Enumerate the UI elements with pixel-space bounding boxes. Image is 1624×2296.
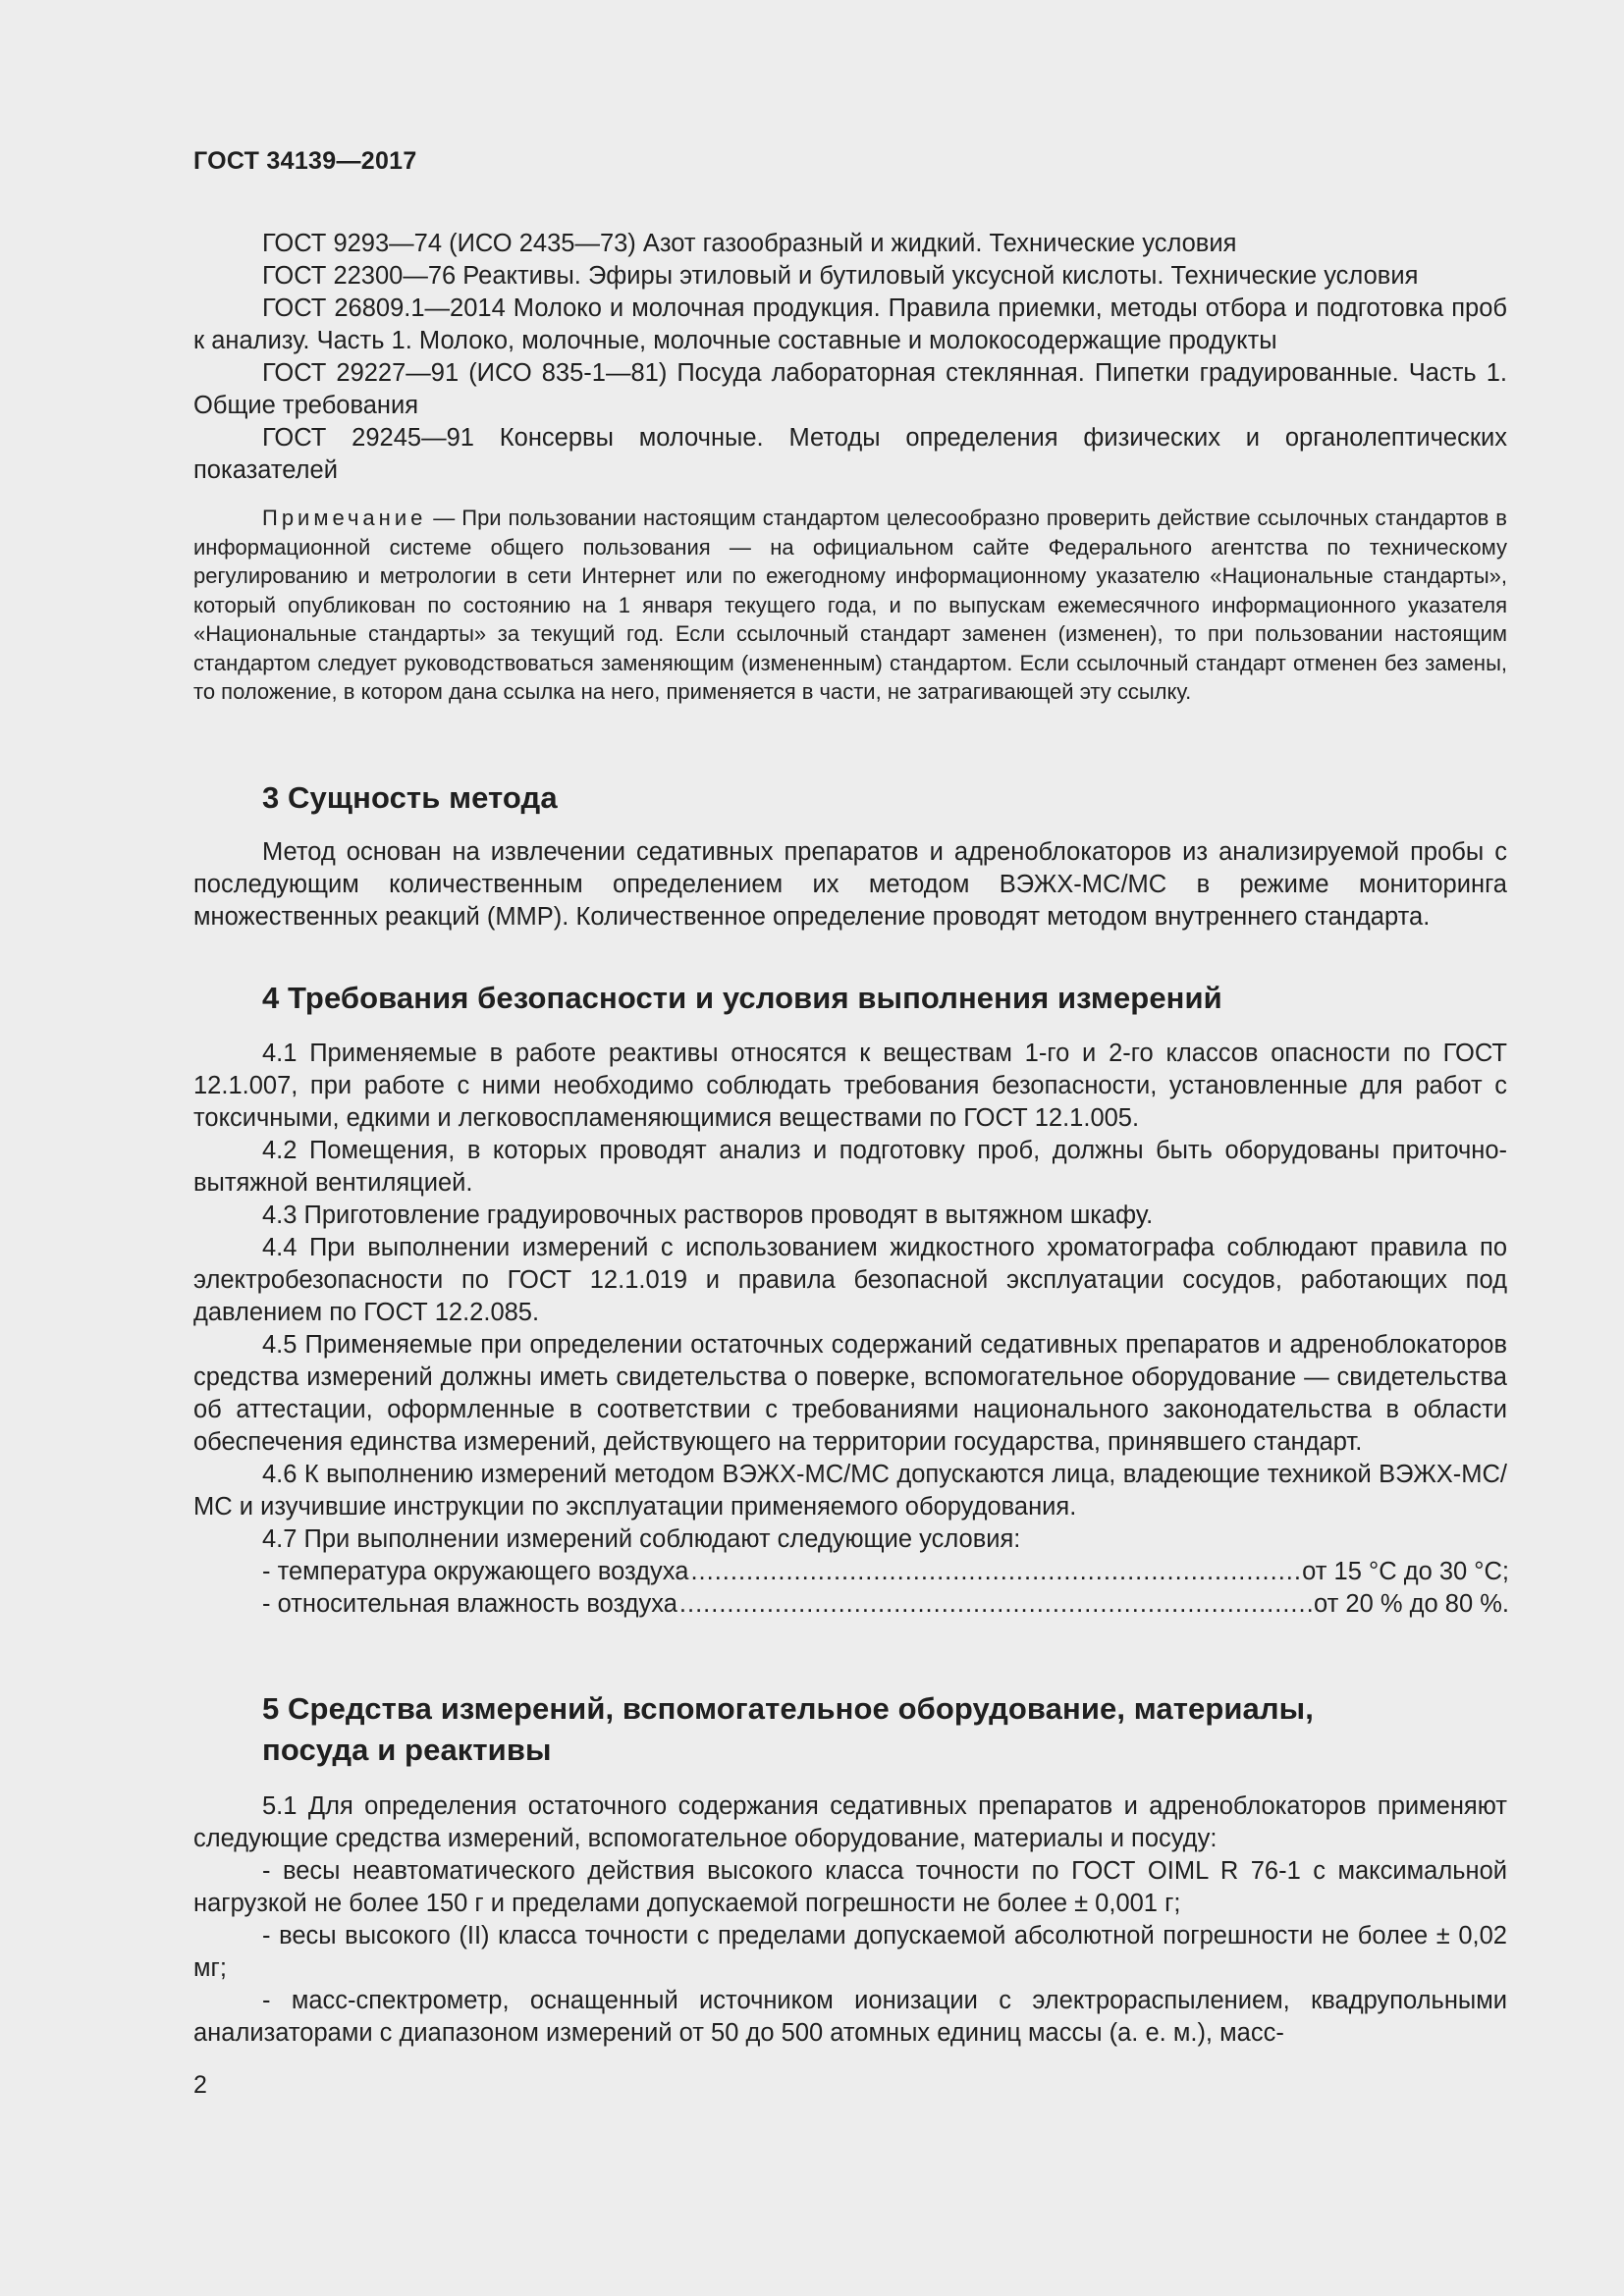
section-3-text: Метод основан на извлечении седативных препаратов и адреноблокаторов из анализируемой пробы с последующим количественным определением их методом ВЭЖХ-МС/МС в режиме мониторинга множественных реакций (ММР). Количественное определение проводят методом внутреннего стандарта. [193,838,1507,931]
condition-value: от 15 °С до 30 °С; [1302,1558,1509,1585]
paragraph-4-2: 4.2 Помещения, в которых проводят анализ и подготовку проб, должны быть оборудованы приточно-вытяжной вентиляцией. [193,1137,1507,1197]
note-block [193,504,1507,707]
document-header: ГОСТ 34139—2017 [193,147,417,175]
reference-item: ГОСТ 26809.1—2014 Молоко и молочная продукция. Правила приемки, методы отбора и подготовка проб к анализу. Часть 1. Молоко, молочные, молочные составные и молокосодержащие продукты [193,294,1507,354]
section-5-title-line2: посуда и реактивы [262,1733,552,1767]
section-3-title: 3 Сущность метода [262,780,558,815]
paragraph-4-3: 4.3 Приготовление градуировочных растворов проводят в вытяжном шкафу. [262,1201,1154,1229]
references-list [193,228,1507,487]
reference-item: ГОСТ 22300—76 Реактивы. Эфиры этиловый и бутиловый уксусной кислоты. Технические условия [262,262,1419,290]
list-item: - масс-спектрометр, оснащенный источником ионизации с электрораспылением, квадрупольными анализаторами с диапазоном измерений от 50 до 500 атомных единиц массы (а. е. м.), масс- [193,1987,1507,2047]
condition-label: - температура окружающего воздуха [262,1558,689,1585]
reference-item: ГОСТ 29245—91 Консервы молочные. Методы определения физических и органолептических показателей [193,424,1507,484]
dot-leader [679,1588,1312,1621]
reference-item: ГОСТ 29227—91 (ИСО 835-1—81) Посуда лабораторная стеклянная. Пипетки градуированные. Часть 1. Общие требования [193,359,1507,419]
page-number: 2 [193,2071,207,2099]
note-label: Примечание [262,506,427,530]
dot-leader [690,1556,1300,1588]
section-4 [193,978,1507,1621]
paragraph-4-6: 4.6 К выполнению измерений методом ВЭЖХ-МС/МС допускаются лица, владеющие техникой ВЭЖХ-МС/МС и изучившие инструкции по эксплуатации применяемого оборудования. [193,1461,1507,1521]
note-text: — При пользовании настоящим стандартом целесообразно проверить действие ссылочных стандартов в информационной системе общего пользования — на официальном сайте Федерального агентства по техническому регулированию и метрологии в сети Интернет или по ежегодному информационному указателю «Национальные стандарты», который опубликован по состоянию на 1 января текущего года, и по выпускам ежемесячного информационного указателя «Национальные стандарты» за текущий год. Если ссылочный стандарт заменен (изменен), то при пользовании настоящим стандартом следует руководствоваться заменяющим (измененным) стандартом. Если ссылочный стандарт отменен без замены, то положение, в котором дана ссылка на него, применяется в части, не затрагивающей эту ссылку. [193,506,1507,704]
list-item: - весы неавтоматического действия высокого класса точности по ГОСТ OIML R 76-1 с максимальной нагрузкой не более 150 г и пределами допускаемой погрешности не более ± 0,001 г; [193,1857,1507,1917]
reference-item: ГОСТ 9293—74 (ИСО 2435—73) Азот газообразный и жидкий. Технические условия [262,230,1237,257]
condition-label: - относительная влажность воздуха [262,1590,677,1618]
paragraph-4-1: 4.1 Применяемые в работе реактивы относятся к веществам 1-го и 2-го классов опасности по ГОСТ 12.1.007, при работе с ними необходимо соблюдать требования безопасности, установленные для работ с токсичными, едкими и легковоспламеняющимися веществами по ГОСТ 12.1.005. [193,1040,1507,1132]
paragraph-5-1: 5.1 Для определения остаточного содержания седативных препаратов и адреноблокаторов применяют следующие средства измерений, вспомогательное оборудование, материалы и посуду: [193,1792,1507,1852]
section-3 [193,777,1507,934]
section-5-title-line1: 5 Средства измерений, вспомогательное оборудование, материалы, [262,1691,1314,1726]
paragraph-4-5: 4.5 Применяемые при определении остаточных содержаний седативных препаратов и адреноблокаторов средства измерений должны иметь свидетельства о поверке, вспомогательное оборудование — свидетельства об аттестации, оформленные в соответствии с требованиями национального законодательства в области обеспечения единства измерений, действующего на территории государства, принявшего стандарт. [193,1331,1507,1456]
section-5 [193,1688,1507,2050]
list-item: - весы высокого (II) класса точности с пределами допускаемой абсолютной погрешности не более ± 0,02 мг; [193,1922,1507,1982]
paragraph-4-7: 4.7 При выполнении измерений соблюдают следующие условия: [262,1525,1021,1553]
note-paragraph [193,504,1507,707]
condition-temperature [193,1556,1509,1588]
paragraph-4-4: 4.4 При выполнении измерений с использованием жидкостного хроматографа соблюдают правила по электробезопасности по ГОСТ 12.1.019 и правила безопасной эксплуатации сосудов, работающих под давлением по ГОСТ 12.2.085. [193,1234,1507,1326]
condition-humidity [193,1588,1509,1621]
section-4-title: 4 Требования безопасности и условия выполнения измерений [262,981,1222,1015]
section-5-title [193,1688,1507,1771]
condition-value: от 20 % до 80 %. [1314,1590,1509,1618]
